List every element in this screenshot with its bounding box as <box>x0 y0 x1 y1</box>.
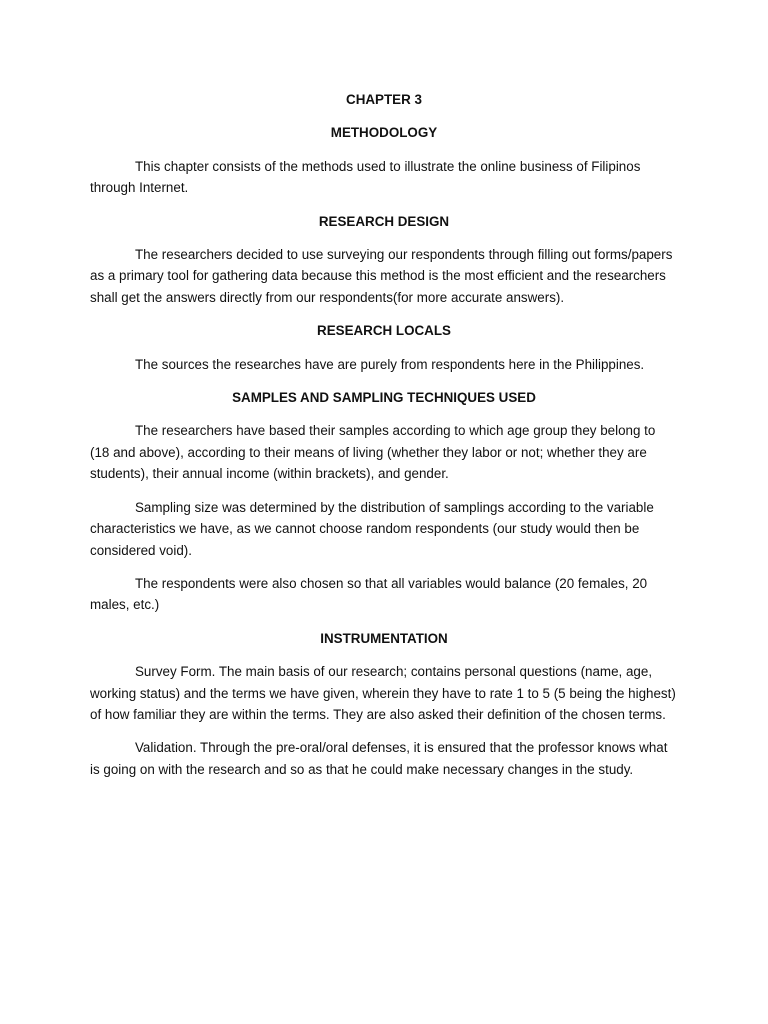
section-heading-research-design: RESEARCH DESIGN <box>318 213 450 229</box>
instrumentation-paragraph-1: Survey Form. The main basis of our research; contains personal questions (name, age, working status) and the terms we have given, wherein they have to rate 1 to 5 (5 being the highest) of how familiar they are within the terms. They are also asked their definition of the chosen terms. <box>90 664 676 722</box>
research-design-paragraph: The researchers decided to use surveying our respondents through filling out forms/papers as a primary tool for gathering data because this method is the most efficient and the researchers shall get the answers directly from our respondents(for more accurate answers). <box>90 247 673 305</box>
samples-paragraph-3: The respondents were also chosen so that all variables would balance (20 females, 20 males, etc.) <box>90 575 648 613</box>
samples-paragraph-2: Sampling size was determined by the distribution of samplings according to the variable characteristics we have, as we cannot choose random respondents (our study would then be considered void). <box>90 499 654 558</box>
intro-paragraph: This chapter consists of the methods used to illustrate the online business of Filipinos through Internet. <box>90 158 641 196</box>
section-heading-samples: SAMPLES AND SAMPLING TECHNIQUES USED <box>232 390 536 406</box>
chapter-title: METHODOLOGY <box>330 125 438 141</box>
section-heading-instrumentation: INSTRUMENTATION <box>320 630 448 646</box>
research-locals-paragraph: The sources the researches have are purely from respondents here in the Philippines. <box>135 356 645 372</box>
document-page <box>90 89 678 792</box>
samples-paragraph-1: The researchers have based their samples according to which age group they belong to (18 and above), according to their means of living (whether they labor or not; whether they are students), their annual income (within brackets), and gender. <box>90 423 656 482</box>
instrumentation-paragraph-2: Validation. Through the pre-oral/oral defenses, it is ensured that the professor knows what is going on with the research and so as that he could make necessary changes in the study. <box>90 740 668 777</box>
chapter-number: CHAPTER 3 <box>346 92 422 107</box>
section-heading-research-locals: RESEARCH LOCALS <box>317 323 451 339</box>
